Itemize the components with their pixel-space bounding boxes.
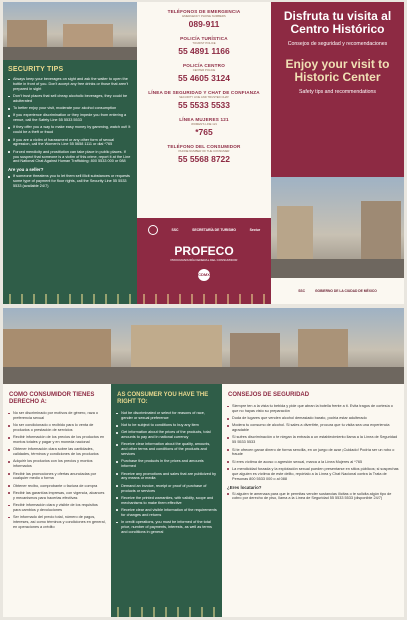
cover-title-en: Enjoy your visit to Historic Center	[285, 56, 390, 84]
list-item: Recibir las promociones y ofertas anunciadas por cualquier medio o forma	[8, 472, 106, 482]
seller-list-es	[222, 492, 404, 502]
rights-es-heading: COMO CONSUMIDOR TIENES DERECHO A:	[9, 392, 95, 405]
seller-question: Are you a seller?	[8, 167, 44, 173]
ssc-logo: SSC	[171, 228, 179, 232]
consumer-rights-es-panel	[3, 308, 111, 617]
phone-number: 089-911	[188, 19, 220, 29]
arcade-photo	[3, 308, 111, 384]
plaza-photo	[222, 308, 404, 384]
zocalo-photo	[271, 177, 404, 282]
list-item: Si eres víctima de acoso o agresión sexual, marca a la Línea Mujeres al *765	[227, 460, 399, 465]
seller-question-es: ¿Eres locatario?	[227, 484, 262, 490]
security-es-heading: CONSEJOS DE SEGURIDAD	[228, 392, 310, 398]
list-item: Don't trust places that sell cheap alcoholic beverages, they could be adulterated	[8, 94, 132, 104]
list-item: If you are a victim of harassment or any other form of sexual agression, call the Women's Line 55 5658 1111 or dial *765	[8, 138, 132, 148]
list-item: If you experience discrimination or they impede you from entering a venue, call the Safety Line 55 5533 5533	[8, 113, 132, 123]
list-item: Siempre ten a la vista tu bebida y pide que abran la botella frente a ti. Evita tragos de cortesía o que no hayas visto su preparación	[227, 404, 399, 414]
cover-subtitle-es: Consejos de seguridad y recomendaciones	[287, 41, 388, 47]
rights-en-list	[111, 411, 222, 535]
government-logo-icon	[148, 225, 158, 235]
sectur-logo: Sectur	[249, 228, 261, 232]
list-item: Recibir las garantías impresas, con vigencia, alcances y mecanismos para hacerlas efectivas	[8, 491, 106, 501]
cover-subtitle-en: Safety tips and recommendations	[299, 88, 376, 95]
list-item: Recibir información clara y visible de los requisitos para cambios y devoluciones	[8, 503, 106, 513]
brochure-back	[3, 308, 404, 617]
phone-number: 55 5568 8722	[178, 154, 230, 164]
phone-numbers-panel	[137, 2, 271, 304]
list-item: Get information about the prices of the products, total amounts to pay and in national currency	[116, 430, 217, 440]
security-tips-es-panel	[222, 308, 404, 617]
logo-band	[137, 218, 271, 304]
list-item: Purchase the products in the prices and amounts informed	[116, 459, 217, 469]
rights-en-heading: AS CONSUMER YOU HAVE THE RIGHT TO:	[117, 392, 209, 405]
list-item: Obtener recibo, comprobante o factura de compra	[8, 484, 106, 489]
list-item: Forced mendicity and prostitution can take place in public places. If you suspect that someone is a victim of this crime, report it at the Line and National Chat Against Human Trafficking: 800 5533 000 or 088	[8, 150, 132, 165]
tourism-logo: SECRETARÍA DE TURISMO	[192, 228, 236, 232]
list-item: Receive clear information about the quality, amounts, and other terms and conditions of the products and services	[116, 442, 217, 457]
list-item: Modera tu consumo de alcohol. Si sales a divertirte, procura que tu visita sea una experiencia agradable	[227, 423, 399, 433]
phone-block: TELÉFONO DEL CONSUMIDOR PHONE NUMBER OF THE CONSUMER 55 5568 8722	[137, 144, 271, 164]
security-tips-panel	[3, 2, 137, 304]
phone-number: *765	[195, 127, 213, 137]
list-item: La mendicidad forzada y la explotación sexual pueden presentarse en sitios públicos; si sospechas que alguien es víctima de este delito, repórtalo a la Línea y Chat Nacional contra la Trata de Personas 800 5533 000 o al 088	[227, 467, 399, 482]
list-item: Receive any promotions and sales that are publicized by any means or media	[116, 472, 217, 482]
brochure-front	[3, 2, 404, 304]
phone-block: POLICÍA CENTRO CENTER POLICE 55 4605 3124	[137, 63, 271, 83]
list-item: Si alguien te amenaza para que le permitas vender sustancias ilícitas o te solicita algún tipo de cobro por derecho de piso, llama a la Línea de Seguridad 55 5533 5533 (disponible 24/7)	[227, 492, 399, 502]
logos-row	[137, 218, 271, 235]
decorative-pattern	[137, 294, 271, 304]
phone-number: 55 5533 5533	[178, 100, 230, 110]
list-item: Ser informado del precio total, número de pagos, intereses, así como términos y condiciones en general, en operaciones a crédito	[8, 515, 106, 530]
list-item: Duda de lugares que venden alcohol demasiado barato, podría estar adulterado	[227, 416, 399, 421]
cover-title-es: Disfruta tu visita al Centro Histórico	[283, 9, 392, 36]
phone-block: LÍNEA MUJERES 121 WOMEN'S LINE 121 *765	[137, 117, 271, 137]
list-item: Adquirir los productos con los precios y montos informados	[8, 459, 106, 469]
cover-footer	[271, 278, 404, 304]
cdmx-badge: CDMX	[198, 269, 210, 281]
security-tips-heading: SECURITY TIPS	[8, 66, 64, 73]
list-item: To better enjoy your visit, moderate your alcohol consumption	[8, 106, 132, 111]
list-item: If someone threatens you to let them sell illicit substances or requests some type of payment for floor rights, call the Security Line 55 5533 5533 (available 24/7)	[8, 174, 132, 189]
seller-list	[3, 174, 137, 189]
security-es-list	[222, 404, 404, 482]
list-item: Obtener información clara sobre las cantidades, calidades, términos y condiciones de los productos	[8, 447, 106, 457]
phone-block: POLICÍA TURÍSTICA TOURIST POLICE 55 4891 1166	[137, 36, 271, 56]
ssc-logo: SSC	[298, 289, 305, 293]
security-tips-list	[3, 77, 137, 164]
palace-photo	[111, 308, 222, 384]
list-item: In credit operations, you must be informed of the total price, number of payments, interests, as well as terms and conditions in general	[116, 520, 217, 535]
list-item: Demand an invoice, receipt or proof of purchase of products or services	[116, 484, 217, 494]
list-item: No ser condicionado o recibido para lo venta de productos o prestación de servicios	[8, 423, 106, 433]
decorative-pattern	[3, 294, 137, 304]
list-item: Not be discriminated or select for reasons of race, gender or sexual preference	[116, 411, 217, 421]
profeco-subtitle: PROCURADURÍA FEDERAL DEL CONSUMIDOR	[170, 258, 238, 262]
cdmx-government-logo: GOBIERNO DE LA CIUDAD DE MÉXICO	[314, 289, 377, 293]
phone-block: TELÉFONOS DE EMERGENCIA EMERGENCY PHONE NUMBERS 089-911	[137, 9, 271, 29]
list-item: Recibir información de los precios de los productos en montos totales y pagar y en moneda nacional	[8, 435, 106, 445]
rights-es-list	[3, 411, 111, 530]
list-item: Receive the printed warranties, with validity, scope and mechanisms to make them effective	[116, 496, 217, 506]
cover-panel	[271, 2, 404, 304]
list-item: Si sufres discriminación o te niegan la entrada a un establecimiento llama a la Línea de Seguridad 55 5533 5533	[227, 435, 399, 445]
consumer-rights-en-panel	[111, 308, 222, 617]
profeco-logo: PROFECO	[174, 244, 234, 258]
list-item: No ser discriminado por motivos de género, raza o preferencia sexual	[8, 411, 106, 421]
list-item: Receive clear and visible information of the requirements for changes and returns	[116, 508, 217, 518]
decorative-pattern	[111, 607, 222, 617]
street-photo	[3, 2, 137, 60]
phone-number: 55 4605 3124	[178, 73, 230, 83]
phone-number: 55 4891 1166	[178, 46, 230, 56]
phone-block: LÍNEA DE SEGURIDAD Y CHAT DE CONFIANZA SECURITY LINE AND TRUSTED CHAT 55 5533 5533	[137, 90, 271, 110]
list-item: Si te ofrecen ganar dinero de forma sencilla, en un juego de azar ¡Cuidado! Podría ser un robo o fraude	[227, 448, 399, 458]
list-item: Not to be subject to conditions to buy any item	[116, 423, 217, 428]
list-item: If they offer you a way to make easy money by gamming, watch out! It could be a theft or fraud	[8, 125, 132, 135]
list-item: Always keep your beverages on sight and ask the waiter to open the bottle in front of you. Don't accept any free drinks or those that aren't prepared in sight	[8, 77, 132, 92]
